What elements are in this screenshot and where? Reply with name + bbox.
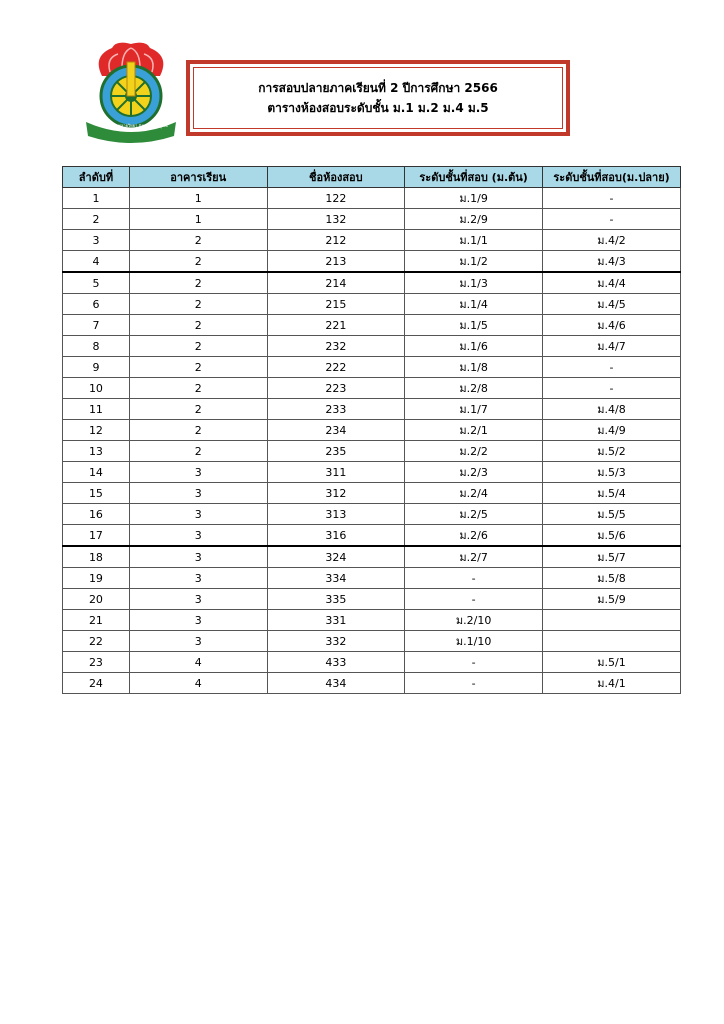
- cell-upper-level: ม.4/1: [543, 673, 681, 694]
- cell-lower-level: ม.1/5: [405, 315, 543, 336]
- cell-upper-level: ม.5/9: [543, 589, 681, 610]
- table-row: [63, 568, 681, 589]
- cell-lower-level: ม.2/10: [405, 610, 543, 631]
- cell-no: 20: [63, 589, 130, 610]
- cell-upper-level: -: [543, 209, 681, 230]
- cell-building: 3: [129, 525, 267, 547]
- cell-room: 335: [267, 589, 405, 610]
- cell-upper-level: ม.4/3: [543, 251, 681, 273]
- cell-upper-level: -: [543, 357, 681, 378]
- cell-lower-level: ม.2/3: [405, 462, 543, 483]
- table-row: [63, 441, 681, 462]
- cell-upper-level: [543, 631, 681, 652]
- cell-no: 21: [63, 610, 130, 631]
- cell-no: 14: [63, 462, 130, 483]
- cell-lower-level: ม.1/3: [405, 272, 543, 294]
- cell-room: 222: [267, 357, 405, 378]
- cell-building: 3: [129, 631, 267, 652]
- cell-building: 2: [129, 357, 267, 378]
- cell-room: 132: [267, 209, 405, 230]
- cell-lower-level: ม.2/2: [405, 441, 543, 462]
- cell-lower-level: ม.2/8: [405, 378, 543, 399]
- cell-no: 19: [63, 568, 130, 589]
- cell-room: 212: [267, 230, 405, 251]
- cell-room: 332: [267, 631, 405, 652]
- cell-no: 6: [63, 294, 130, 315]
- table-row: [63, 294, 681, 315]
- cell-room: 232: [267, 336, 405, 357]
- cell-building: 4: [129, 652, 267, 673]
- cell-room: 122: [267, 188, 405, 209]
- cell-building: 2: [129, 315, 267, 336]
- header-room: ชื่อห้องสอบ: [267, 167, 405, 188]
- cell-no: 8: [63, 336, 130, 357]
- cell-building: 2: [129, 399, 267, 420]
- cell-lower-level: ม.1/1: [405, 230, 543, 251]
- table-row: [63, 336, 681, 357]
- cell-upper-level: ม.4/8: [543, 399, 681, 420]
- cell-no: 15: [63, 483, 130, 504]
- cell-room: 235: [267, 441, 405, 462]
- cell-lower-level: ม.1/4: [405, 294, 543, 315]
- title-line-1: การสอบปลายภาคเรียนที่ 2 ปีการศึกษา 2566: [258, 81, 498, 95]
- cell-no: 1: [63, 188, 130, 209]
- cell-upper-level: ม.5/5: [543, 504, 681, 525]
- cell-no: 24: [63, 673, 130, 694]
- cell-lower-level: ม.2/6: [405, 525, 543, 547]
- cell-room: 215: [267, 294, 405, 315]
- cell-lower-level: ม.1/7: [405, 399, 543, 420]
- cell-upper-level: ม.5/2: [543, 441, 681, 462]
- cell-upper-level: ม.4/6: [543, 315, 681, 336]
- table-row: [63, 315, 681, 336]
- table-row: [63, 462, 681, 483]
- table-row: [63, 589, 681, 610]
- table-row: [63, 504, 681, 525]
- cell-no: 3: [63, 230, 130, 251]
- cell-lower-level: ม.1/6: [405, 336, 543, 357]
- table-row: [63, 673, 681, 694]
- cell-upper-level: ม.5/1: [543, 652, 681, 673]
- cell-room: 233: [267, 399, 405, 420]
- table-row: [63, 399, 681, 420]
- table-row: [63, 251, 681, 273]
- cell-no: 5: [63, 272, 130, 294]
- cell-upper-level: ม.4/7: [543, 336, 681, 357]
- title-line-2: ตารางห้องสอบระดับชั้น ม.1 ม.2 ม.4 ม.5: [267, 101, 489, 115]
- cell-room: 324: [267, 546, 405, 568]
- table-row: [63, 209, 681, 230]
- cell-building: 3: [129, 483, 267, 504]
- cell-no: 4: [63, 251, 130, 273]
- cell-lower-level: ม.2/4: [405, 483, 543, 504]
- table-row: [63, 188, 681, 209]
- table-row: [63, 652, 681, 673]
- cell-lower-level: ม.2/5: [405, 504, 543, 525]
- cell-building: 2: [129, 272, 267, 294]
- table-row: [63, 272, 681, 294]
- cell-no: 23: [63, 652, 130, 673]
- cell-room: 223: [267, 378, 405, 399]
- cell-building: 3: [129, 568, 267, 589]
- table-row: [63, 610, 681, 631]
- cell-room: 434: [267, 673, 405, 694]
- cell-room: 213: [267, 251, 405, 273]
- cell-upper-level: ม.5/3: [543, 462, 681, 483]
- table-row: [63, 378, 681, 399]
- cell-no: 10: [63, 378, 130, 399]
- cell-no: 18: [63, 546, 130, 568]
- cell-lower-level: -: [405, 568, 543, 589]
- cell-lower-level: ม.2/9: [405, 209, 543, 230]
- cell-lower-level: ม.2/7: [405, 546, 543, 568]
- cell-building: 2: [129, 230, 267, 251]
- cell-room: 331: [267, 610, 405, 631]
- cell-upper-level: ม.5/8: [543, 568, 681, 589]
- table-row: [63, 357, 681, 378]
- cell-room: 234: [267, 420, 405, 441]
- header-upper-level: ระดับชั้นที่สอบ(ม.ปลาย): [543, 167, 681, 188]
- cell-building: 1: [129, 209, 267, 230]
- table-row: [63, 230, 681, 251]
- cell-upper-level: -: [543, 188, 681, 209]
- cell-upper-level: [543, 610, 681, 631]
- cell-room: 214: [267, 272, 405, 294]
- table-row: [63, 525, 681, 547]
- cell-room: 316: [267, 525, 405, 547]
- cell-lower-level: -: [405, 589, 543, 610]
- cell-building: 4: [129, 673, 267, 694]
- cell-building: 2: [129, 378, 267, 399]
- cell-no: 16: [63, 504, 130, 525]
- header-building: อาคารเรียน: [129, 167, 267, 188]
- logo-banner-text: โรงเรียนพลพลายวิทยา จังหวัดเพชรบูรณ์: [98, 123, 168, 128]
- cell-upper-level: ม.4/9: [543, 420, 681, 441]
- cell-lower-level: -: [405, 652, 543, 673]
- cell-building: 2: [129, 294, 267, 315]
- cell-no: 13: [63, 441, 130, 462]
- cell-upper-level: ม.5/7: [543, 546, 681, 568]
- cell-room: 433: [267, 652, 405, 673]
- cell-building: 2: [129, 441, 267, 462]
- cell-upper-level: ม.5/4: [543, 483, 681, 504]
- table-header-row: [63, 167, 681, 188]
- cell-building: 2: [129, 336, 267, 357]
- cell-lower-level: ม.1/9: [405, 188, 543, 209]
- exam-room-table: [62, 166, 681, 694]
- cell-upper-level: -: [543, 378, 681, 399]
- cell-room: 221: [267, 315, 405, 336]
- cell-building: 3: [129, 589, 267, 610]
- cell-room: 313: [267, 504, 405, 525]
- cell-no: 11: [63, 399, 130, 420]
- cell-building: 3: [129, 610, 267, 631]
- title-box: [186, 60, 570, 136]
- title-inner: [193, 67, 563, 129]
- table-row: [63, 546, 681, 568]
- cell-room: 334: [267, 568, 405, 589]
- cell-no: 12: [63, 420, 130, 441]
- cell-building: 1: [129, 188, 267, 209]
- cell-lower-level: ม.2/1: [405, 420, 543, 441]
- cell-no: 17: [63, 525, 130, 547]
- cell-lower-level: ม.1/8: [405, 357, 543, 378]
- cell-building: 2: [129, 420, 267, 441]
- header-lower-level: ระดับชั้นที่สอบ (ม.ต้น): [405, 167, 543, 188]
- table-row: [63, 483, 681, 504]
- cell-no: 7: [63, 315, 130, 336]
- cell-no: 9: [63, 357, 130, 378]
- header-no: ลำดับที่: [63, 167, 130, 188]
- cell-building: 3: [129, 546, 267, 568]
- cell-upper-level: ม.4/4: [543, 272, 681, 294]
- cell-building: 3: [129, 462, 267, 483]
- cell-upper-level: ม.4/2: [543, 230, 681, 251]
- cell-lower-level: ม.1/2: [405, 251, 543, 273]
- table-row: [63, 631, 681, 652]
- cell-lower-level: -: [405, 673, 543, 694]
- table-row: [63, 420, 681, 441]
- cell-no: 22: [63, 631, 130, 652]
- cell-upper-level: ม.5/6: [543, 525, 681, 547]
- cell-lower-level: ม.1/10: [405, 631, 543, 652]
- cell-upper-level: ม.4/5: [543, 294, 681, 315]
- cell-room: 311: [267, 462, 405, 483]
- cell-no: 2: [63, 209, 130, 230]
- cell-building: 2: [129, 251, 267, 273]
- cell-building: 3: [129, 504, 267, 525]
- cell-room: 312: [267, 483, 405, 504]
